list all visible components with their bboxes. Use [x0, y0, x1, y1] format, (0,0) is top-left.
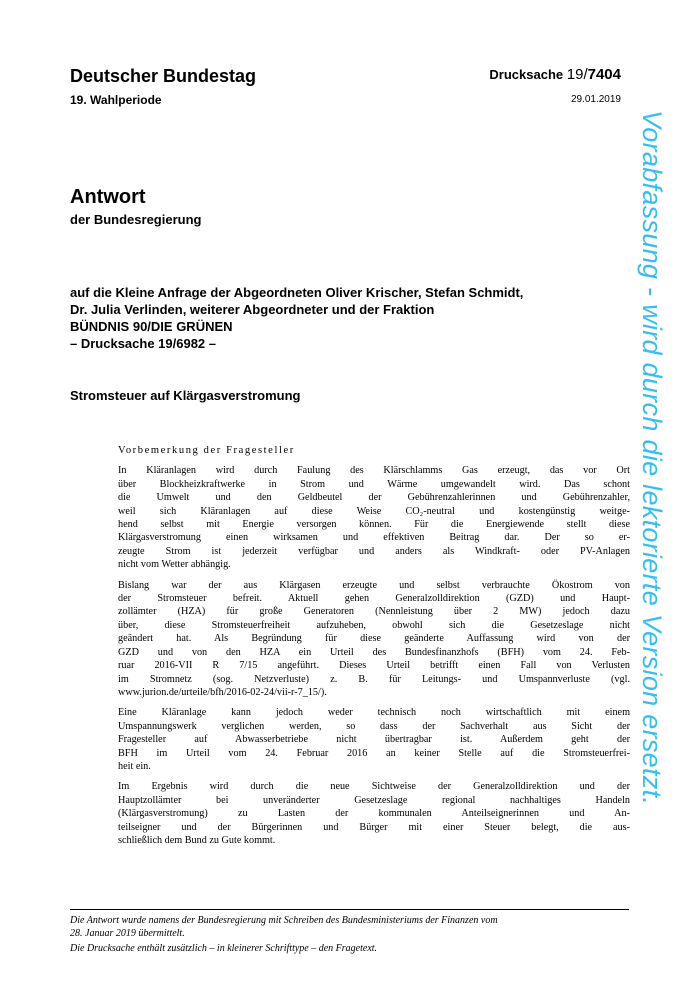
drucksache-number: 7404	[587, 66, 621, 83]
footer-note-line: Die Antwort wurde namens der Bundesregierung mit Schreiben des Bundesministeriums der Finanzen vom	[70, 915, 498, 926]
request-line: – Drucksache 19/6982 –	[70, 336, 216, 351]
document-date: 29.01.2019	[570, 94, 621, 105]
paragraph-line: geändert hat. Als Begründung für diese geänderte Auffassung wird von der	[118, 633, 630, 645]
paragraph-line: Umspannungswerk verglichen werden, so dass der Sachverhalt aus Sicht der	[118, 720, 630, 732]
paragraph-line: zeugte Strom ist jederzeit verfügbar und anders als Windkraft- oder PV-Anlagen	[118, 545, 630, 557]
paragraph-line: GZD und von den HZA ein Urteil des Bundesfinanzhofs (BFH) vom 24. Feb-	[118, 646, 630, 658]
document-subtitle: der Bundesregierung	[70, 212, 202, 227]
paragraph-line: www.jurion.de/urteile/bfh/2016-02-24/vii-r-7_15/).	[118, 686, 327, 698]
paragraph-line: ruar 2016-VII R 7/15 angeführt. Dieses Urteil betrifft einen Fall von Verlusten	[118, 660, 630, 672]
paragraph-line: (Klärgasverstromung) zu Lasten der kommunalen Anteilseignerinnen und An-	[118, 808, 630, 820]
footer-divider	[70, 909, 629, 910]
paragraph-line: zollämter (HZA) für große Generatoren (Nennleistung über 2 MW) jedoch dazu	[118, 606, 630, 618]
paragraph-line: Hauptzollämter bei unveränderter Gesetzeslage regional nachhaltiges Handeln	[118, 794, 630, 806]
paragraph-line: Bislang war der aus Klärgasen erzeugte und selbst verbrauchte Ökostrom von	[118, 579, 630, 591]
request-line: Dr. Julia Verlinden, weiterer Abgeordneter und der Fraktion	[70, 302, 435, 317]
body-paragraph	[118, 780, 630, 847]
paragraph-line: Im Ergebnis wird durch die neue Sichtweise der Generalzolldirektion und der	[118, 781, 630, 793]
paragraph-line: hend selbst mit Energie versorgen können. Für die Energiewende stellt diese	[118, 519, 630, 531]
paragraph-line: der Stromsteuer befreit. Aktuell gehen Generalzolldirektion (GZD) und Haupt-	[118, 593, 630, 605]
topic-heading: Stromsteuer auf Klärgasverstromung	[70, 388, 301, 403]
body-paragraph	[118, 464, 630, 571]
paragraphs-container	[118, 464, 630, 847]
electoral-period: 19. Wahlperiode	[70, 93, 162, 107]
drucksache-prefix: 19/	[566, 66, 588, 83]
paragraph-line: Fragesteller auf Abwasserbetriebe nicht übertragbar ist. Außerdem geht der	[118, 734, 630, 746]
document-number	[489, 66, 621, 83]
paragraph-line: weil sich Kläranlagen auf diese Weise CO₂-neutral und kostengünstig weitge-	[118, 505, 630, 517]
paragraph-line: BFH im Urteil vom 24. Februar 2016 an keiner Stelle auf die Stromsteuerfrei-	[118, 747, 630, 759]
paragraph-line: schließlich dem Bund zu Gute kommt.	[118, 834, 276, 846]
parliament-name: Deutscher Bundestag	[70, 66, 257, 86]
footer-notes	[70, 914, 498, 957]
paragraph-line: heit ein.	[118, 760, 151, 772]
body-paragraph	[118, 706, 630, 773]
paragraph-line: über Blockheizkraftwerke in Strom und Wärme umgewandelt wird. Das schont	[118, 478, 630, 490]
watermark-text: Vorabfassung - wird durch die lektorierte Version ersetzt.	[637, 110, 667, 806]
paragraph-line: In Kläranlagen wird durch Faulung des Klärschlamms Gas erzeugt, das vor Ort	[118, 465, 630, 477]
request-line: BÜNDNIS 90/DIE GRÜNEN	[70, 319, 233, 334]
paragraph-line: über, diese Stromsteuerfreiheit aufzuheben, obwohl sich die Gesetzeslage nicht	[118, 619, 630, 631]
paragraph-line: Eine Kläranlage kann jedoch weder technisch noch wirtschaftlich mit einem	[118, 707, 630, 719]
preliminary-heading: Vorbemerkung der Fragesteller	[118, 445, 295, 456]
document-title: Antwort	[70, 186, 146, 208]
paragraph-line: die Umwelt und den Geldbeutel der Gebührenzahlerinnen und Gebührenzahler,	[118, 492, 630, 504]
draft-watermark	[625, 110, 685, 910]
request-line: auf die Kleine Anfrage der Abgeordneten Oliver Krischer, Stefan Schmidt,	[70, 285, 524, 300]
footer-note-line: Die Drucksache enthält zusätzlich – in kleinerer Schrifttype – den Fragetext.	[70, 943, 378, 954]
paragraph-line: im Stromnetz (sog. Netzverluste) z. B. für Leitungs- und Umspannverluste (vgl.	[118, 673, 630, 685]
body-paragraph	[118, 579, 630, 700]
drucksache-label: Drucksache	[489, 67, 564, 82]
request-block	[70, 284, 523, 352]
paragraph-line: nicht vom Wetter abhängig.	[118, 559, 231, 571]
paragraph-line: Klärgasverstromung einen wirksamen und effektiven Beitrag dar. Der so er-	[118, 532, 630, 544]
footer-note-line: 28. Januar 2019 übermittelt.	[70, 928, 185, 939]
paragraph-line: teilseigner und der Bürgerinnen und Bürger mit einer Steuer belegt, die aus-	[118, 821, 630, 833]
preliminary-remarks	[118, 444, 630, 854]
